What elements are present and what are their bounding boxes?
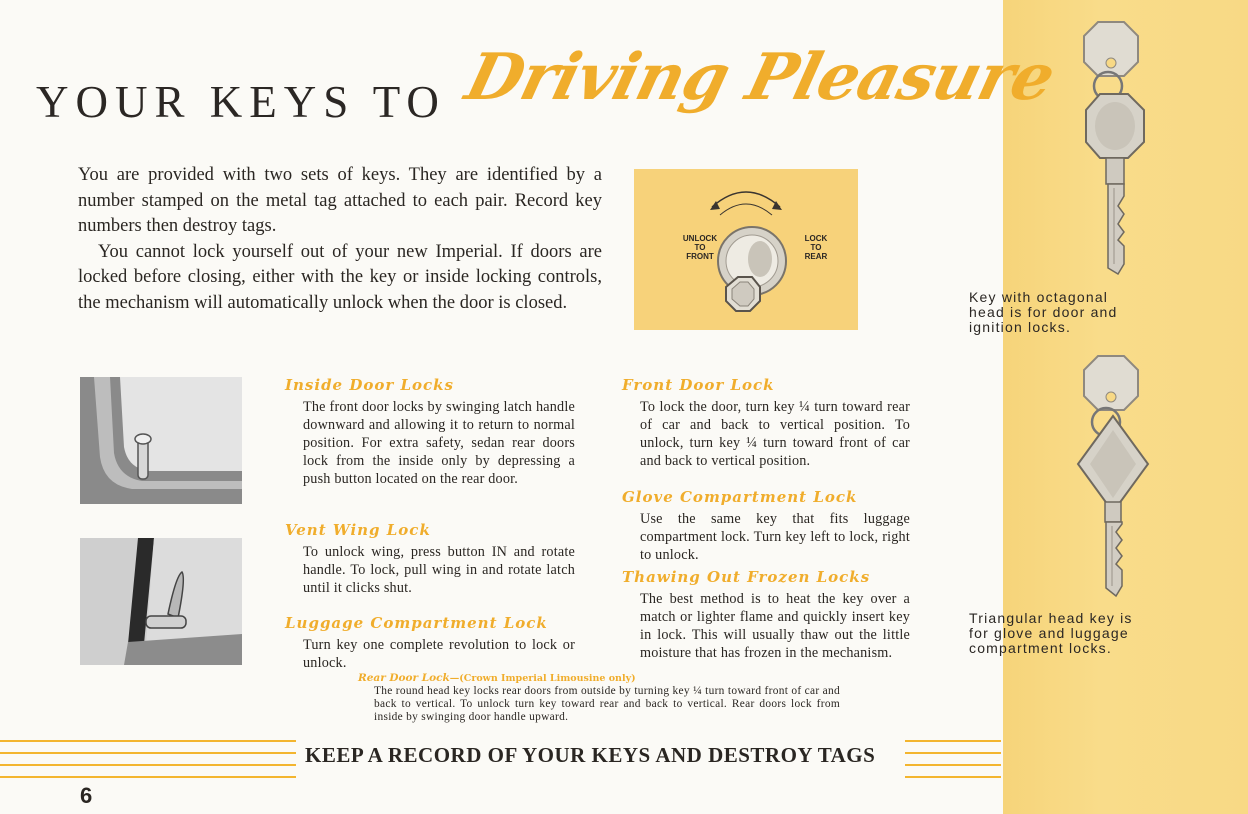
lock-cylinder-illustration bbox=[634, 169, 858, 330]
unlock-label-line-1: UNLOCK bbox=[682, 234, 718, 243]
octagonal-key-image bbox=[1080, 18, 1150, 278]
glove-compartment-lock-heading: Glove Compartment Lock bbox=[622, 488, 858, 506]
lock-label-line-2: TO bbox=[810, 243, 822, 252]
vent-wing-illustration bbox=[80, 538, 242, 665]
glove-compartment-lock-section bbox=[622, 488, 910, 564]
front-door-lock-section bbox=[622, 376, 910, 470]
footer-stripes-right bbox=[905, 740, 1001, 780]
door-latch-illustration bbox=[80, 377, 242, 504]
intro-paragraph-2: You cannot lock yourself out of your new Imperial. If doors are locked before closing, either with the key or inside locking controls, the mechanism will automatically unlock when the door is closed. bbox=[78, 241, 602, 313]
thawing-frozen-locks-body: The best method is to heat the key over a match or lighter flame and quickly insert key in lock. This will usually thaw out the little moisture that has frozen in the mechanism. bbox=[640, 591, 910, 661]
front-door-lock-heading: Front Door Lock bbox=[622, 376, 775, 394]
vent-wing-lock-body: To unlock wing, press button IN and rotate handle. To lock, pull wing in and rotate latch until it clicks shut. bbox=[303, 544, 575, 596]
script-title: Driving Pleasure bbox=[458, 40, 1062, 115]
page-title: YOUR KEYS TO bbox=[36, 77, 446, 127]
lock-label-line-3: REAR bbox=[804, 252, 828, 261]
octagonal-key-icon bbox=[1080, 18, 1150, 278]
intro-text bbox=[78, 163, 602, 316]
intro-paragraph-1: You are provided with two sets of keys. They are identified by a number stamped on the metal tag attached to each pair. Record key numbers then destroy tags. bbox=[78, 165, 602, 236]
luggage-compartment-lock-body: Turn key one complete revolution to lock or unlock. bbox=[303, 637, 575, 671]
lock-cylinder-diagram bbox=[634, 169, 858, 330]
luggage-compartment-lock-heading: Luggage Compartment Lock bbox=[285, 614, 548, 632]
triangular-key-icon bbox=[1072, 352, 1154, 602]
unlock-label-line-3: FRONT bbox=[686, 252, 714, 261]
glove-compartment-lock-body: Use the same key that fits luggage compartment lock. Turn key left to lock, right to unlock. bbox=[640, 511, 910, 563]
rear-door-lock-heading bbox=[358, 672, 840, 684]
inside-door-lock-photo bbox=[80, 377, 242, 504]
footer-slogan: KEEP A RECORD OF YOUR KEYS AND DESTROY TAGS bbox=[305, 743, 876, 767]
vent-wing-lock-section bbox=[285, 521, 575, 597]
front-door-lock-body: To lock the door, turn key ¼ turn toward rear of car and back to vertical position. To unlock, turn key ¼ turn toward front of car and back to vertical position. bbox=[640, 399, 910, 469]
triangular-key-image bbox=[1072, 352, 1154, 602]
inside-door-locks-body: The front door locks by swinging latch handle downward and allowing it to return to normal position. For extra safety, sedan rear doors lock from the inside only by depressing a push button located on the rear door. bbox=[303, 399, 575, 487]
page-number: 6 bbox=[80, 783, 93, 808]
inside-door-locks-heading: Inside Door Locks bbox=[285, 376, 454, 394]
lock-label-line-1: LOCK bbox=[804, 234, 828, 243]
rear-door-lock-heading-note: —(Crown Imperial Limousine only) bbox=[449, 673, 636, 684]
triangular-key-caption: Triangular head key is for glove and luggage compartment locks. bbox=[969, 610, 1133, 656]
rear-door-lock-body: The round head key locks rear doors from outside by turning key ¼ turn toward front of car and back to vertical. To unlock turn key toward rear and back to vertical. Rear doors lock from inside by swinging door handle upward. bbox=[374, 685, 840, 723]
footer-stripes-left bbox=[0, 740, 296, 780]
rear-door-lock-note bbox=[358, 672, 840, 724]
vent-wing-lock-heading: Vent Wing Lock bbox=[285, 521, 431, 539]
thawing-frozen-locks-heading: Thawing Out Frozen Locks bbox=[622, 568, 871, 586]
thawing-frozen-locks-section bbox=[622, 568, 910, 662]
rear-door-lock-heading-text: Rear Door Lock bbox=[358, 672, 450, 684]
luggage-compartment-lock-section bbox=[285, 614, 575, 672]
inside-door-locks-section bbox=[285, 376, 575, 488]
vent-wing-lock-photo bbox=[80, 538, 242, 665]
octagonal-key-caption: Key with octagonal head is for door and ignition locks. bbox=[969, 289, 1118, 335]
unlock-label-line-2: TO bbox=[694, 243, 706, 252]
